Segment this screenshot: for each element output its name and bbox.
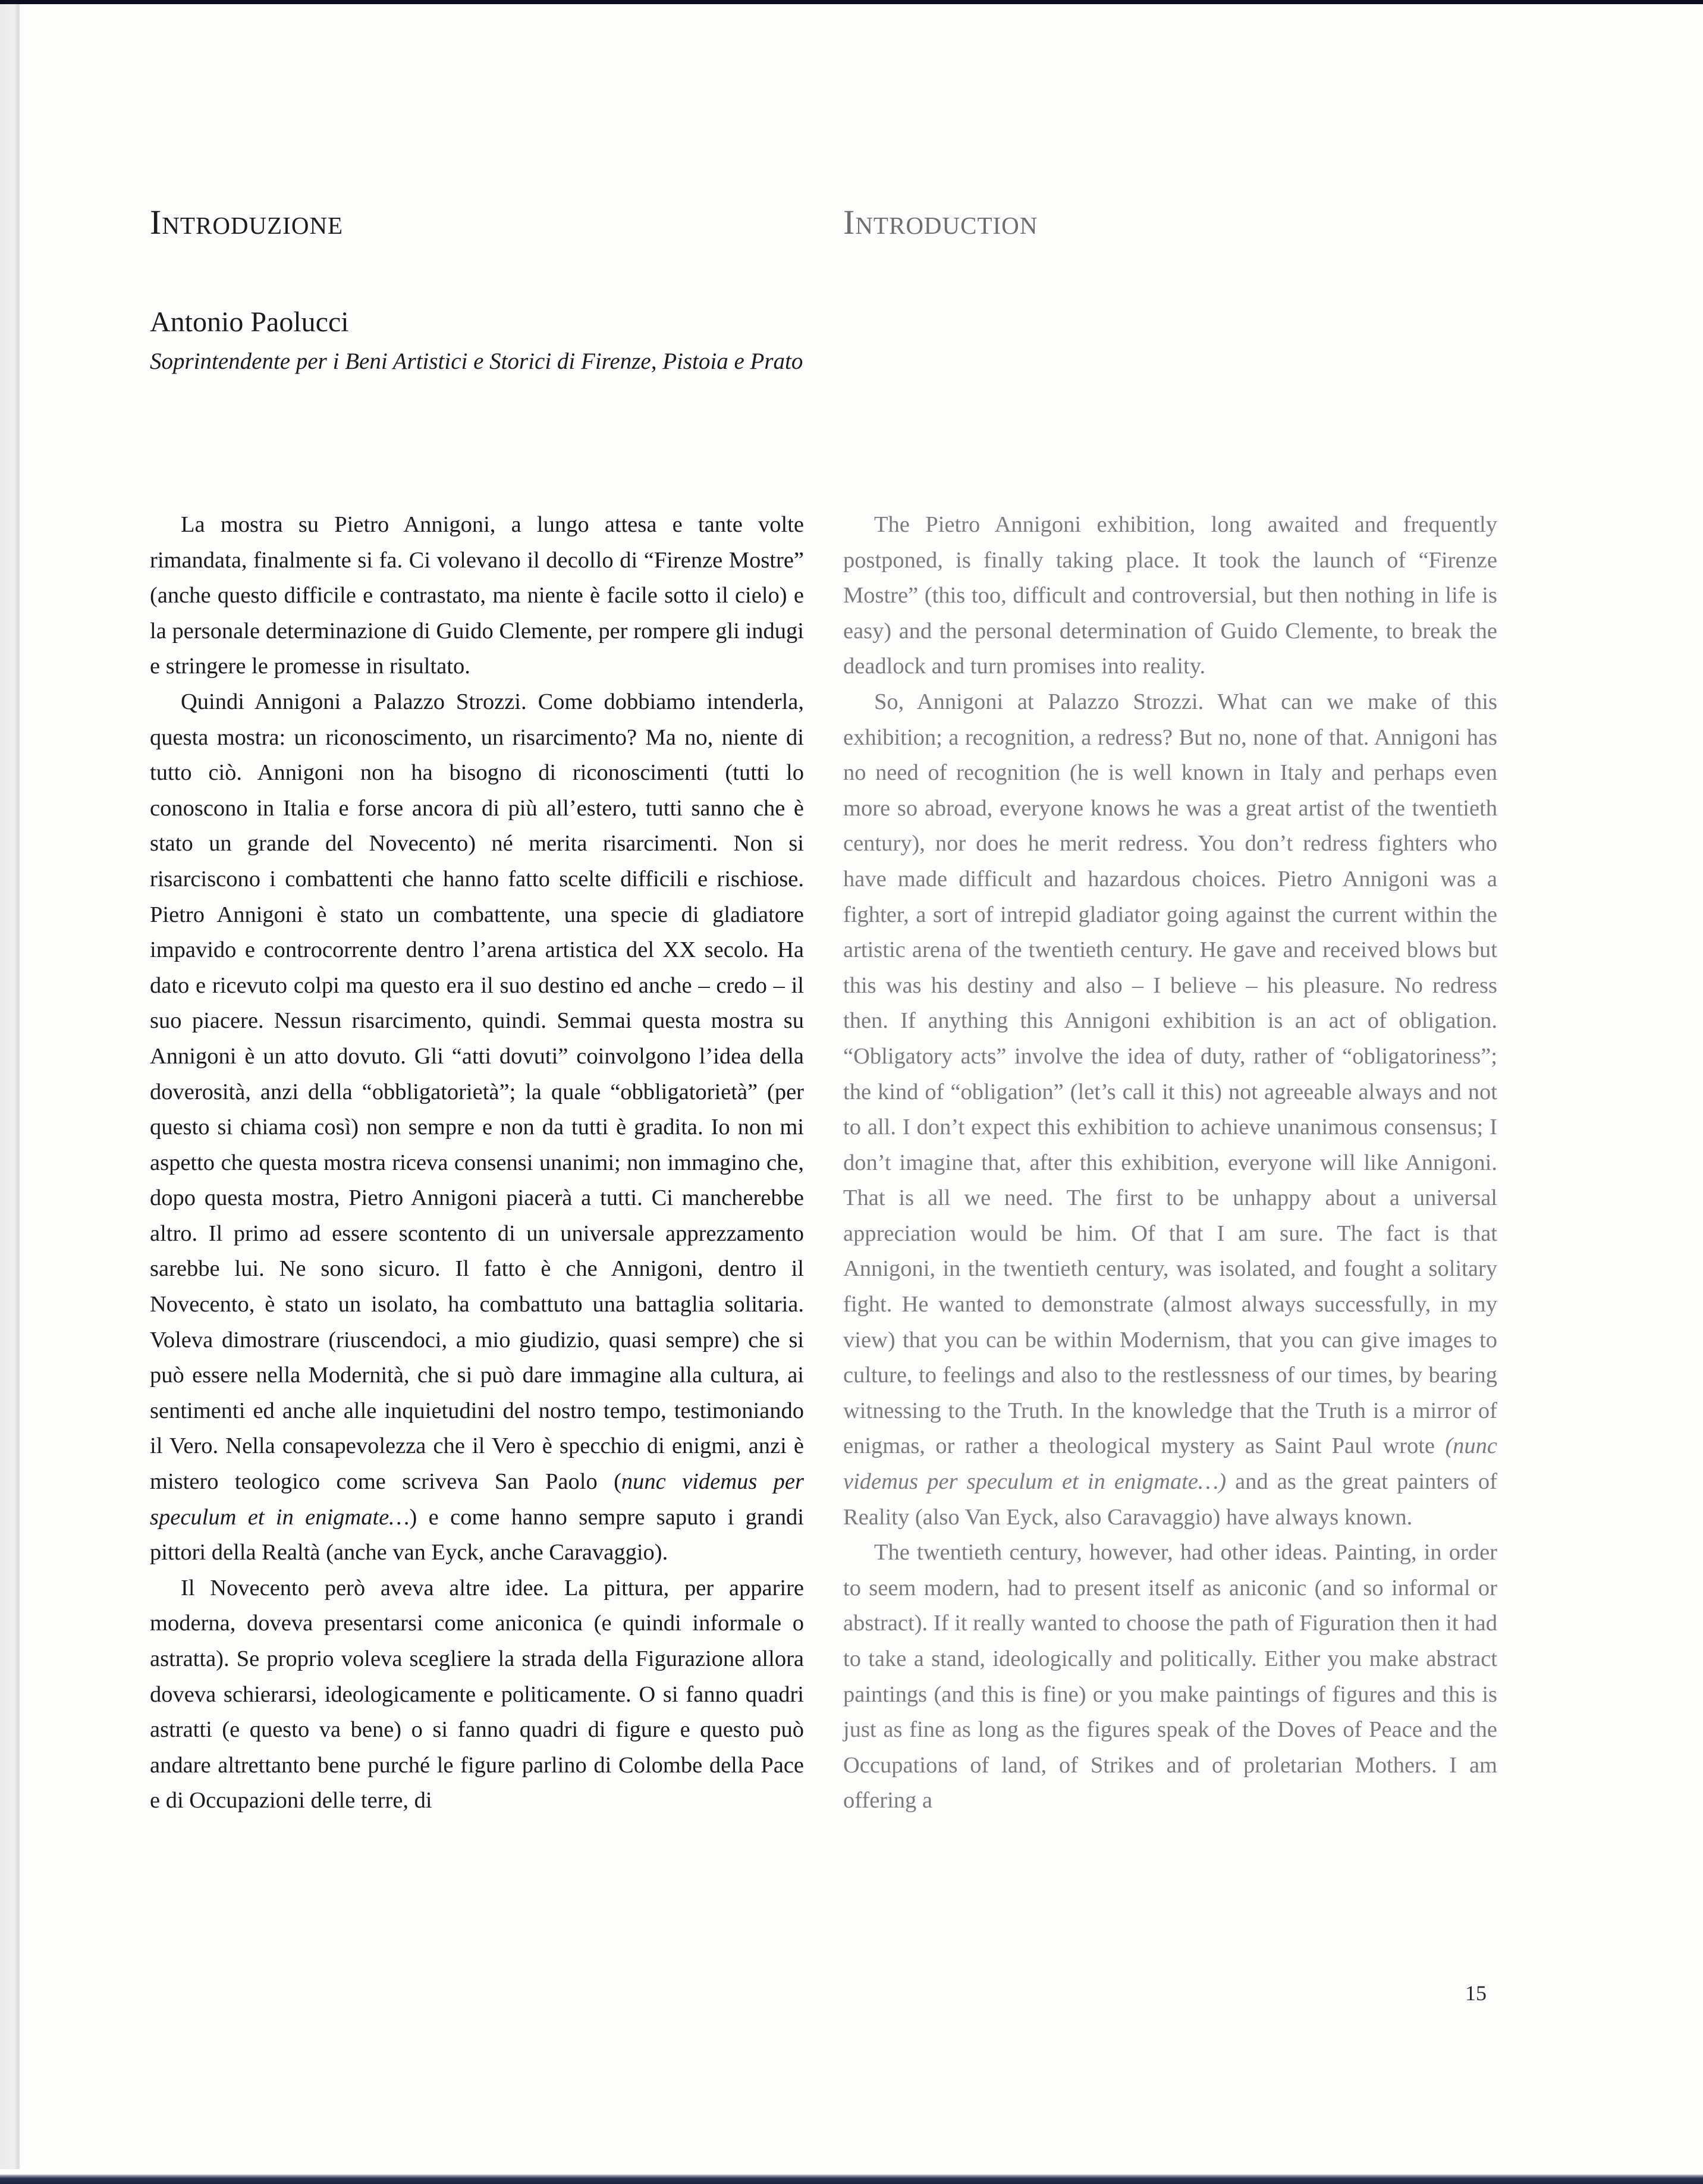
- paragraph: So, Annigoni at Palazzo Strozzi. What can we make of this exhibition; a recognition, a redress? But no, none of that. Annigoni has no need of recognition (he is well known in Italy and perhaps even more so abroad, everyone knows he was a great artist of the twentieth century), nor does he merit redress. You don’t redress fighters who have made difficult and hazardous choices. Pietro Annigoni was a fighter, a sort of intrepid gladiator going against the current within the artistic arena of the twentieth century. He gave and received blows but this was his destiny and also – I believe – his pleasure. No redress then. If anything this Annigoni exhibition is an act of obligation. “Obligatory acts” involve the idea of duty, rather of “obligatoriness”; the kind of “obligation” (let’s call it this) not agreeable always and not to all. I don’t expect this exhibition to achieve unanimous consensus; I don’t imagine that, after this exhibition, everyone will like Annigoni. That is all we need. The first to be unhappy about a universal appreciation would be him. Of that I am sure. The fact is that Annigoni, in the twentieth century, was isolated, and fought a solitary fight. He wanted to demonstrate (almost always successfully, in my view) that you can be within Modernism, that you can give images to culture, to feelings and also to the restlessness of our times, by bearing witnessing to the Truth. In the knowledge that the Truth is a mirror of enigmas, or rather a theological mystery as Saint Paul wrote (nunc videmus per speculum et in enigmate…) and as the great painters of Reality (also Van Eyck, also Caravaggio) have always known.: [843, 689, 1497, 1530]
- italian-body-text: [150, 507, 804, 1819]
- paragraph: Il Novecento però aveva altre idee. La pittura, per apparire moderna, doveva presentarsi come aniconica (e quindi informale o astratta). Se proprio voleva scegliere la strada della Figurazione allora doveva schierarsi, ideologicamente e politicamente. O si fanno quadri astratti (e questo va bene) o si fanno quadri di figure e questo può andare altrettanto bene purché le figure parlino di Colombe della Pace e di Occupazioni delle terre, di: [150, 1575, 804, 1813]
- author-affiliation: Soprintendente per i Beni Artistici e Storici di Firenze, Pistoia e Prato: [150, 349, 803, 374]
- paragraph: Quindi Annigoni a Palazzo Strozzi. Come dobbiamo intenderla, questa mostra: un riconoscimento, un risarcimento? Ma no, niente di tutto ciò. Annigoni non ha bisogno di riconoscimenti (tutti lo conoscono in Italia e forse ancora di più all’estero, tutti sanno che è stato un grande del Novecento) né merita risarcimenti. Non si risarciscono i combattenti che hanno fatto scelte difficili e rischiose. Pietro Annigoni è stato un combattente, una specie di gladiatore impavido e controcorrente dentro l’arena artistica del XX secolo. Ha dato e ricevuto colpi ma questo era il suo destino ed anche – credo – il suo piacere. Nessun risarcimento, quindi. Semmai questa mostra su Annigoni è un atto dovuto. Gli “atti dovuti” coinvolgono l’idea della doverosità, anzi della “obbligatorietà”; la quale “obbligatorietà” (per questo si chiama così) non sempre e non da tutti è gradita. Io non mi aspetto che questa mostra riceva consensi unanimi; non immagino che, dopo questa mostra, Pietro Annigoni piacerà a tutti. Ci mancherebbe altro. Il primo ad essere scontento di un universale apprezzamento sarebbe lui. Ne sono sicuro. Il fatto è che Annigoni, dentro il Novecento, è stato un isolato, ha combattuto una battaglia solitaria. Voleva dimostrare (riuscendoci, a mio giudizio, quasi sempre) che si può essere nella Modernità, che si può dare immagine alla cultura, ai sentimenti ed anche alle inquietudini del nostro tempo, testimoniando il Vero. Nella consapevolezza che il Vero è specchio di enigmi, anzi è mistero teologico come scriveva San Paolo (nunc videmus per speculum et in enigmate…) e come hanno sempre saputo i grandi pittori della Realtà (anche van Eyck, anche Caravaggio).: [150, 689, 804, 1565]
- book-gutter: [0, 4, 20, 2169]
- latin-quote: (nunc videmus per speculum et in enigmate…): [843, 1433, 1497, 1495]
- section-title-english: Introduction: [843, 203, 1038, 241]
- page-number: 15: [1465, 1981, 1487, 2005]
- english-body-text: [843, 507, 1497, 1819]
- latin-quote: nunc videmus per speculum et in enigmate…: [150, 1469, 804, 1530]
- paragraph: The twentieth century, however, had other ideas. Painting, in order to seem modern, had to present itself as aniconic (and so informal or abstract). If it really wanted to choose the path of Figuration then it had to take a stand, ideologically and politically. Either you make abstract paintings (and this is fine) or you make paintings of figures and this is just as fine as long as the figures speak of the Doves of Peace and the Occupations of land, of Strikes and of proletarian Mothers. I am offering a: [843, 1540, 1497, 1813]
- paragraph: La mostra su Pietro Annigoni, a lungo attesa e tante volte rimandata, finalmente si fa. Ci volevano il decollo di “Firenze Mostre” (anche questo difficile e contrastato, ma niente è facile sotto il cielo) e la personale determinazione di Guido Clemente, per rompere gli indugi e stringere le promesse in risultato.: [150, 512, 804, 679]
- section-title-italian: Introduzione: [150, 203, 344, 241]
- scan-edge-bottom: [0, 2174, 1703, 2184]
- scan-edge-top: [0, 0, 1703, 4]
- author-name: Antonio Paolucci: [150, 306, 349, 338]
- paragraph: The Pietro Annigoni exhibition, long awaited and frequently postponed, is finally taking place. It took the launch of “Firenze Mostre” (this too, difficult and controversial, but then nothing in life is easy) and the personal determination of Guido Clemente, to break the deadlock and turn promises into reality.: [843, 512, 1497, 679]
